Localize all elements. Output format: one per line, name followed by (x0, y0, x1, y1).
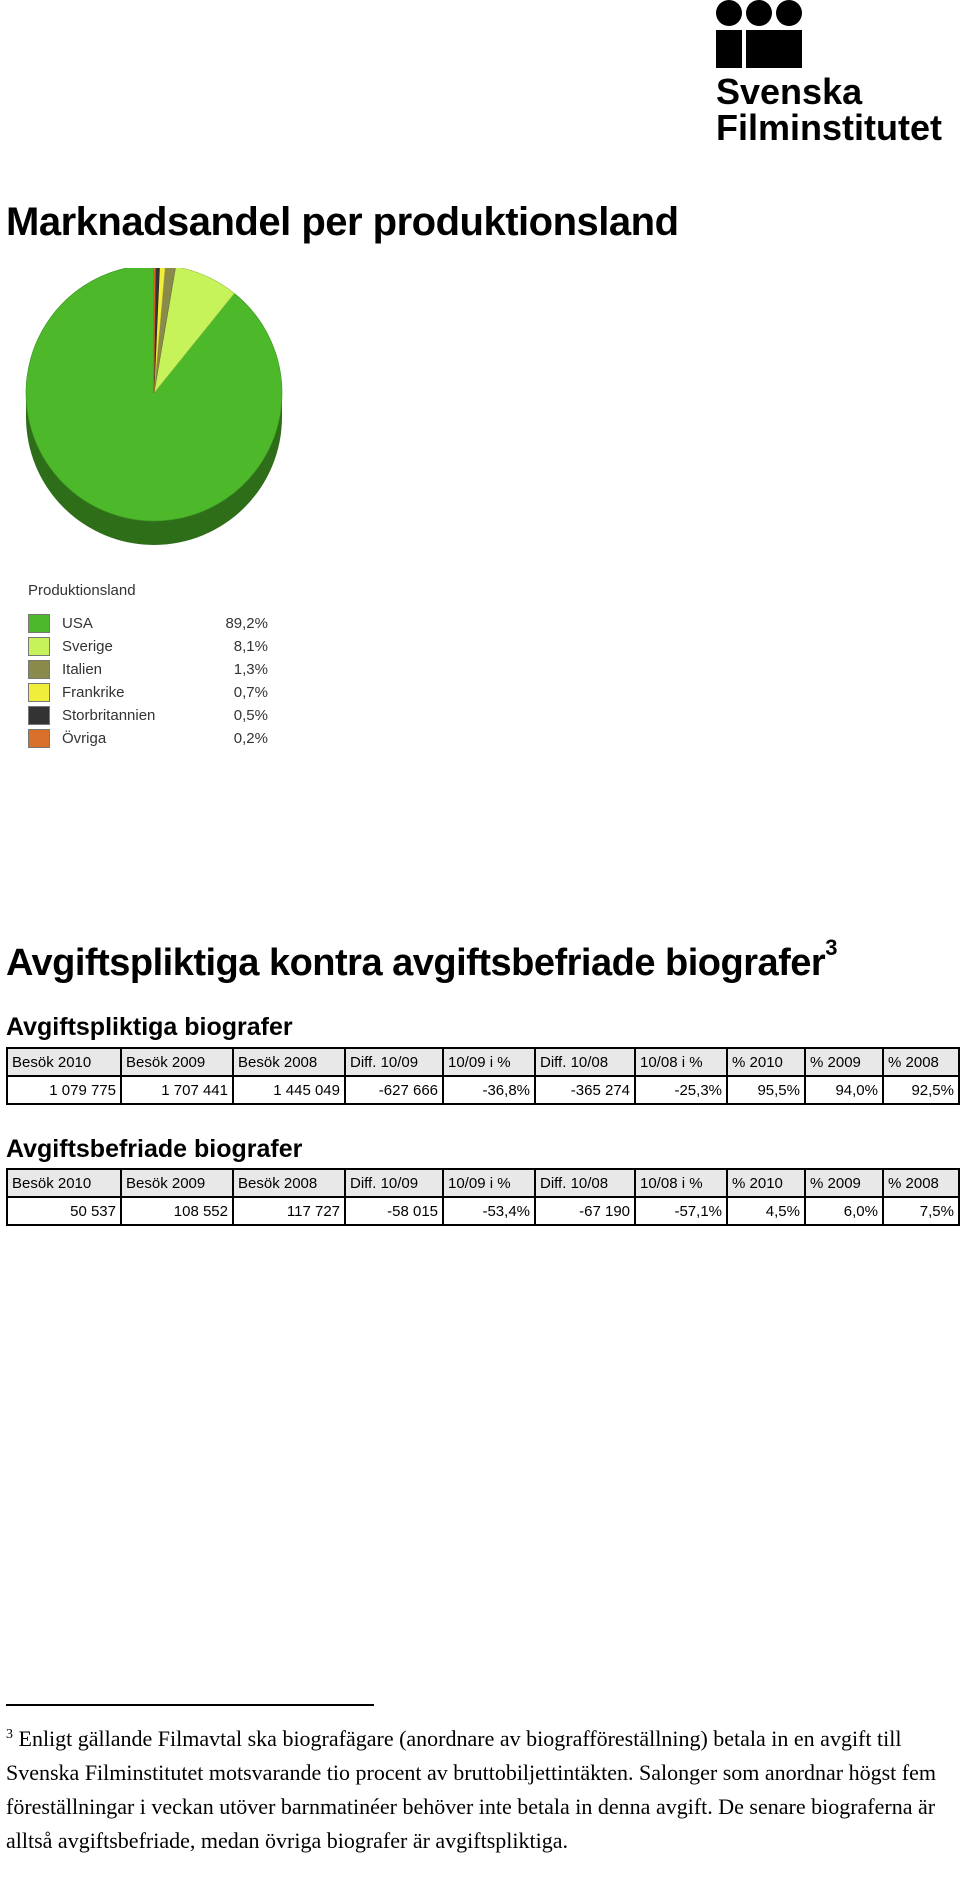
table-cell: -365 274 (535, 1076, 635, 1104)
col-header: Diff. 10/08 (535, 1169, 635, 1197)
col-header: Diff. 10/09 (345, 1048, 443, 1076)
legend-item (28, 636, 278, 658)
legend-label: Italien (62, 661, 103, 678)
col-header: 10/09 i % (443, 1169, 535, 1197)
paid-cinemas-title: Avgiftspliktiga biografer (6, 1013, 293, 1041)
table-cell: 95,5% (727, 1076, 805, 1104)
table-cell: -67 190 (535, 1197, 635, 1225)
footnote-number: 3 (6, 1727, 13, 1742)
table-cell: 1 707 441 (121, 1076, 233, 1104)
fee-section-title-text: Avgiftspliktiga kontra avgiftsbefriade biografer (6, 942, 826, 984)
table-row (7, 1197, 959, 1225)
table-cell: -57,1% (635, 1197, 727, 1225)
footnote-ref: 3 (825, 935, 837, 960)
logo-text (716, 71, 942, 148)
legend-item (28, 705, 278, 727)
legend-label: Frankrike (62, 684, 125, 701)
legend-swatch (28, 660, 50, 679)
table-cell: 117 727 (233, 1197, 345, 1225)
legend-item (28, 728, 278, 750)
legend-value: 0,5% (233, 707, 268, 724)
col-header: % 2008 (883, 1169, 959, 1197)
table-cell: -627 666 (345, 1076, 443, 1104)
table-cell: -36,8% (443, 1076, 535, 1104)
table-cell: 6,0% (805, 1197, 883, 1225)
col-header: Diff. 10/08 (535, 1048, 635, 1076)
table-cell: 94,0% (805, 1076, 883, 1104)
legend-label: Sverige (62, 638, 113, 655)
legend-swatch (28, 706, 50, 725)
table-cell: -25,3% (635, 1076, 727, 1104)
col-header: Diff. 10/09 (345, 1169, 443, 1197)
legend-value: 8,1% (233, 638, 268, 655)
col-header: 10/08 i % (635, 1169, 727, 1197)
legend-label: Övriga (62, 730, 107, 747)
col-header: % 2008 (883, 1048, 959, 1076)
footnote-text: Enligt gällande Filmavtal ska biografägare (anordnare av biografföreställning) betala in en avgift till Svenska Filminstitutet motsvarande tio procent av bruttobiljettintäkten. Salonger som anordnar högst fem föreställningar i veckan utöver barnmatinéer behöver inte betala in denna avgift. De senare biograferna är alltså avgiftsbefriade, medan övriga biografer är avgiftspliktiga. (6, 1726, 936, 1853)
footnote-divider (6, 1704, 374, 1706)
col-header: % 2010 (727, 1169, 805, 1197)
legend-value: 0,7% (233, 684, 268, 701)
table-cell: 108 552 (121, 1197, 233, 1225)
footnote (6, 1718, 946, 1858)
legend-label: Storbritannien (62, 707, 156, 724)
table-row (7, 1076, 959, 1104)
table-cell: 4,5% (727, 1197, 805, 1225)
col-header: % 2009 (805, 1169, 883, 1197)
col-header: 10/09 i % (443, 1048, 535, 1076)
col-header: Besök 2010 (7, 1048, 121, 1076)
fee-section-title (6, 935, 837, 985)
legend-value: 89,2% (225, 615, 268, 632)
chart-legend (22, 576, 272, 766)
legend-swatch (28, 637, 50, 656)
legend-value: 0,2% (233, 730, 268, 747)
table-cell: -58 015 (345, 1197, 443, 1225)
legend-item (28, 682, 278, 704)
table-header-row (7, 1048, 959, 1076)
col-header: % 2009 (805, 1048, 883, 1076)
paid-cinemas-table (6, 1047, 960, 1105)
table-cell: 7,5% (883, 1197, 959, 1225)
legend-value: 1,3% (233, 661, 268, 678)
free-cinemas-table (6, 1168, 960, 1226)
legend-title: Produktionsland (28, 582, 136, 599)
svenska-filminstitutet-logo (716, 0, 960, 150)
legend-swatch (28, 729, 50, 748)
col-header: Besök 2009 (121, 1169, 233, 1197)
table-cell: 50 537 (7, 1197, 121, 1225)
col-header: % 2010 (727, 1048, 805, 1076)
free-cinemas-title: Avgiftsbefriade biografer (6, 1135, 303, 1163)
pie-chart (24, 268, 294, 568)
legend-label: USA (62, 615, 93, 632)
table-header-row (7, 1169, 959, 1197)
legend-item (28, 613, 278, 635)
col-header: Besök 2008 (233, 1048, 345, 1076)
legend-swatch (28, 614, 50, 633)
col-header: Besök 2009 (121, 1048, 233, 1076)
col-header: Besök 2010 (7, 1169, 121, 1197)
logo-mark-icon (716, 0, 806, 70)
logo-line-1: Svenska (716, 71, 863, 112)
table-cell: 1 079 775 (7, 1076, 121, 1104)
table-cell: 1 445 049 (233, 1076, 345, 1104)
market-share-title: Marknadsandel per produktionsland (6, 200, 679, 244)
logo-line-2: Filminstitutet (716, 107, 942, 148)
table-cell: -53,4% (443, 1197, 535, 1225)
col-header: 10/08 i % (635, 1048, 727, 1076)
legend-swatch (28, 683, 50, 702)
table-cell: 92,5% (883, 1076, 959, 1104)
col-header: Besök 2008 (233, 1169, 345, 1197)
legend-item (28, 659, 278, 681)
